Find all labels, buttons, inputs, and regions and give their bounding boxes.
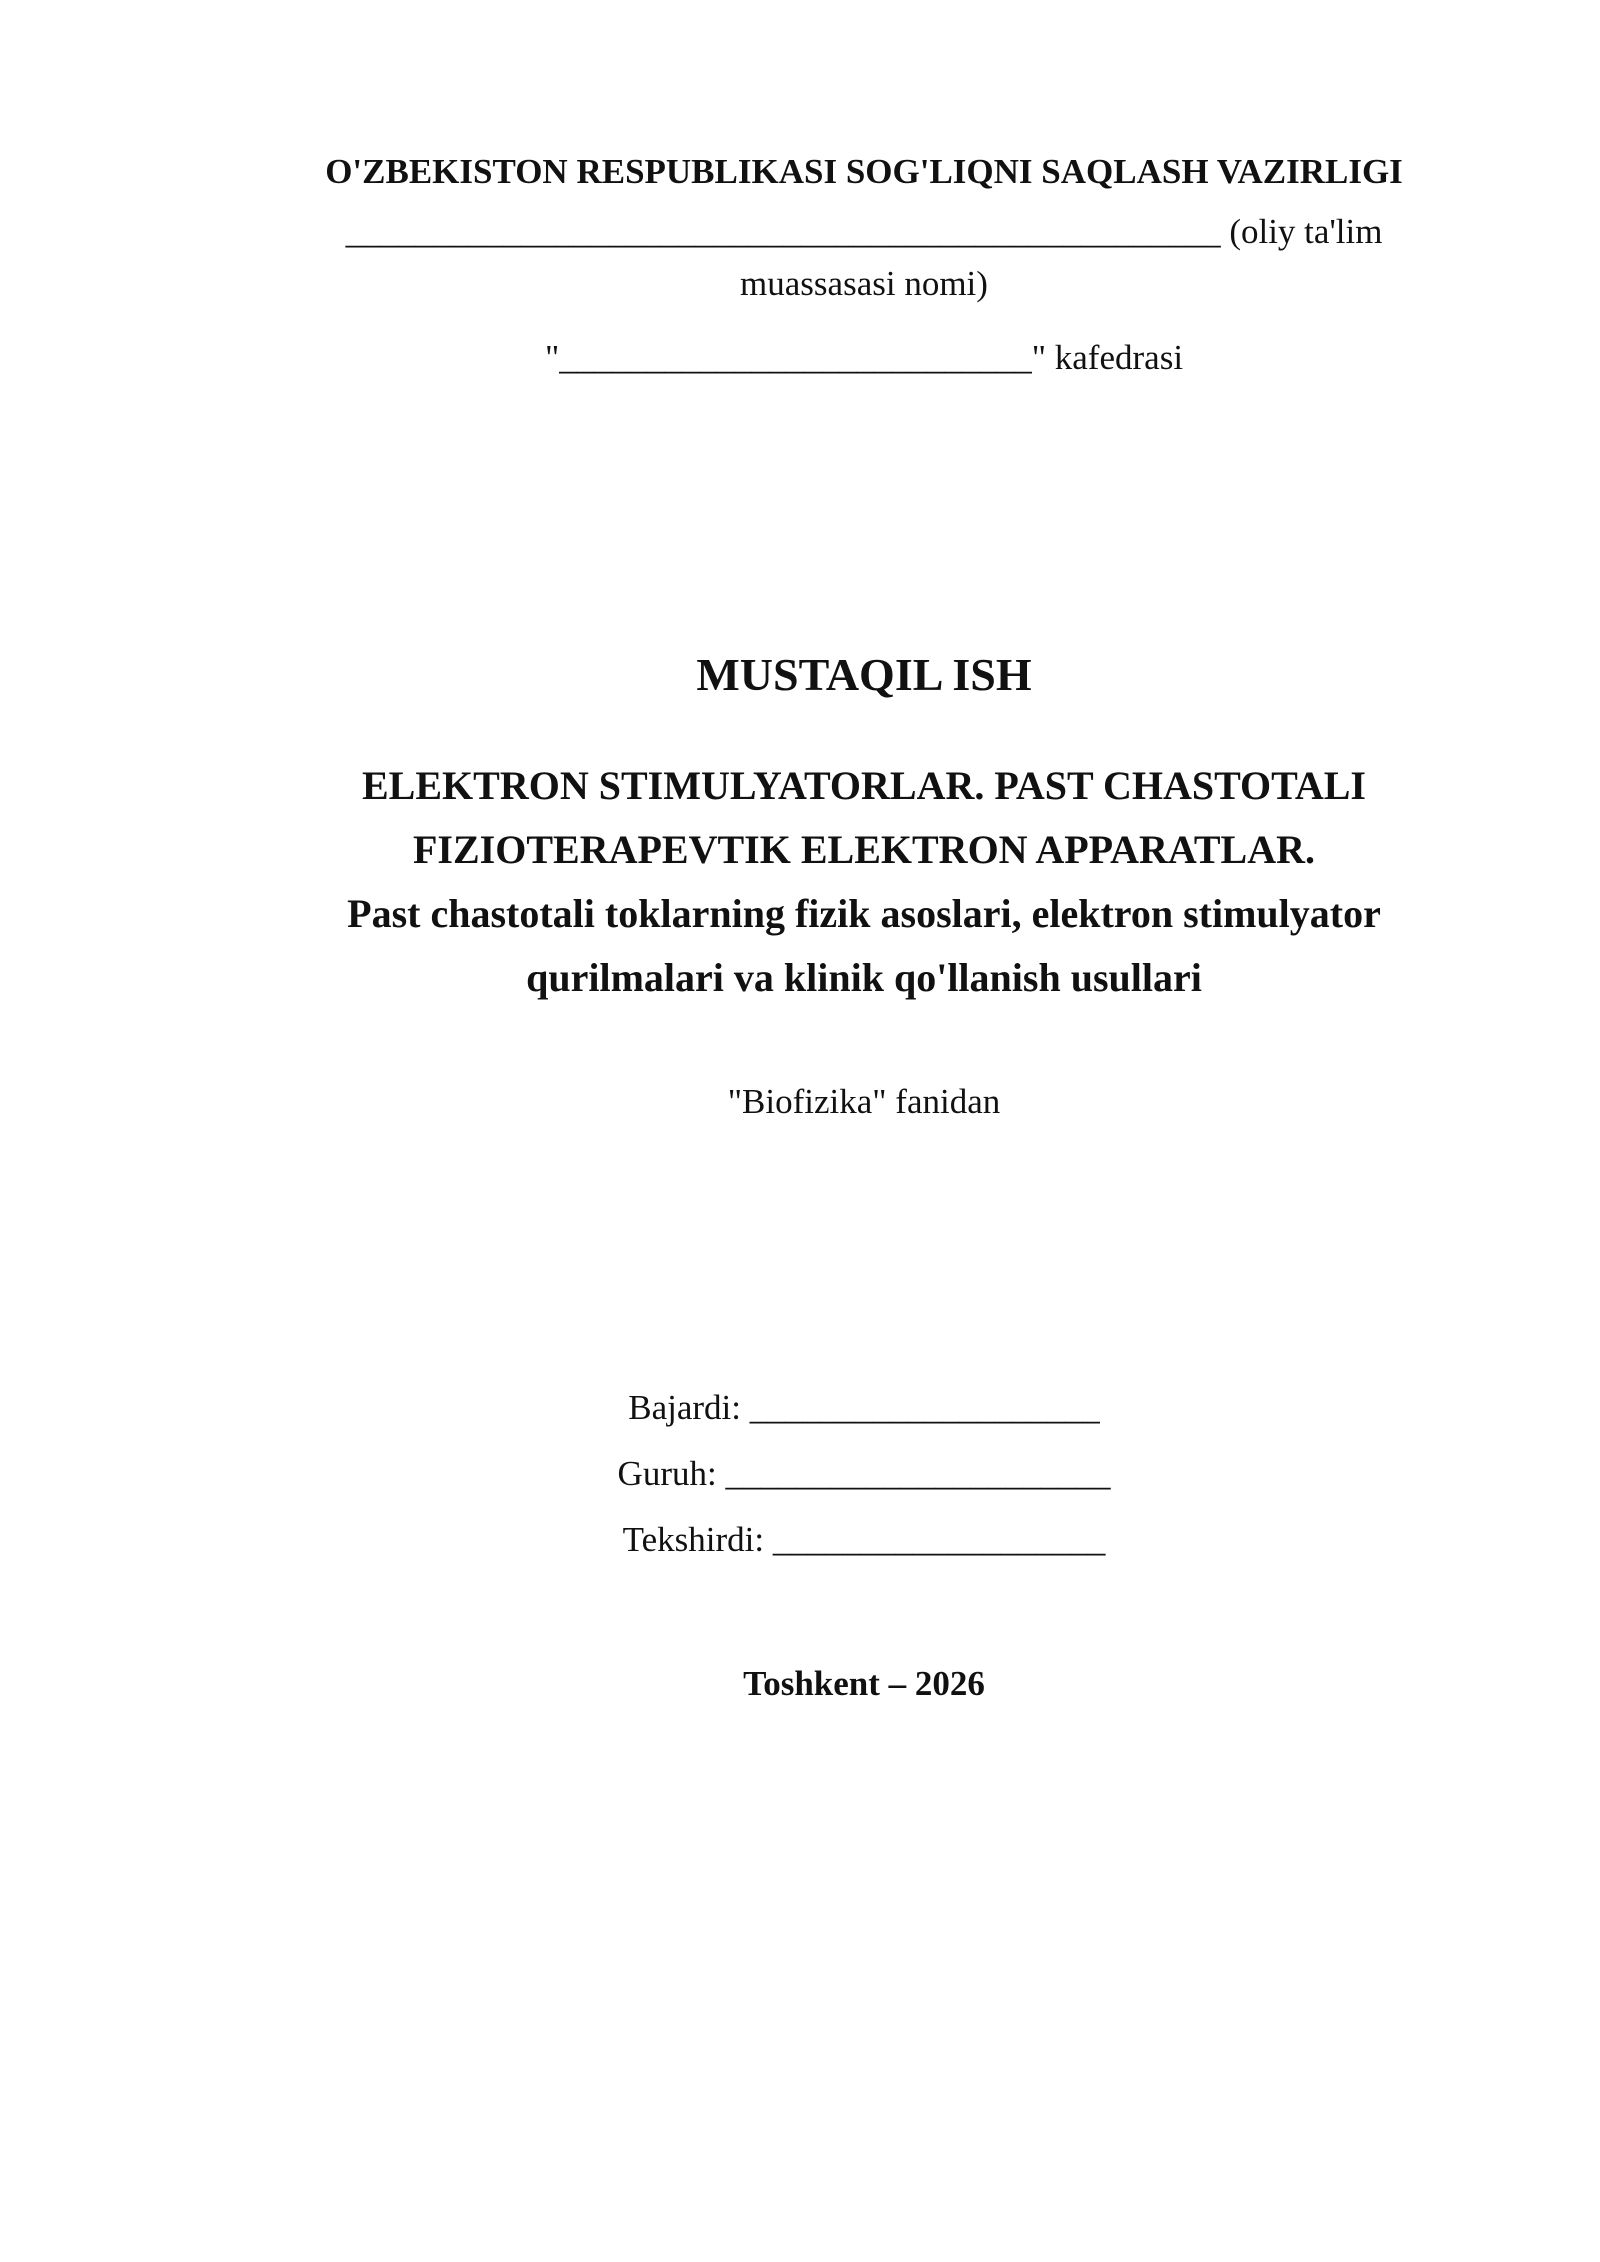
group-field: Guruh: ______________________ (617, 1454, 1111, 1493)
performed-by-field: Bajardi: ____________________ (628, 1388, 1100, 1427)
institution-name-line-1: __________________________________________________ (oliy ta'lim (345, 212, 1383, 251)
ministry-name: O'ZBEKISTON RESPUBLIKASI SOG'LIQNI SAQLASH VAZIRLIGI (325, 152, 1403, 191)
department-name: "___________________________" kafedrasi (544, 338, 1184, 377)
checked-by-field: Tekshirdi: ___________________ (622, 1520, 1106, 1559)
topic-line-3: Past chastotali toklarning fizik asoslari, elektron stimulyator (347, 891, 1381, 936)
city-year: Toshkent – 2026 (743, 1664, 985, 1703)
topic-line-1: ELEKTRON STIMULYATORLAR. PAST CHASTOTALI (361, 763, 1366, 808)
topic-line-2: FIZIOTERAPEVTIK ELEKTRON APPARATLAR. (413, 827, 1315, 872)
topic-line-4: qurilmalari va klinik qo'llanish usullari (526, 955, 1202, 1000)
institution-name-line-2: muassasasi nomi) (740, 264, 988, 303)
work-type-title: MUSTAQIL ISH (696, 649, 1032, 700)
subject-name: "Biofizika" fanidan (727, 1082, 1001, 1121)
